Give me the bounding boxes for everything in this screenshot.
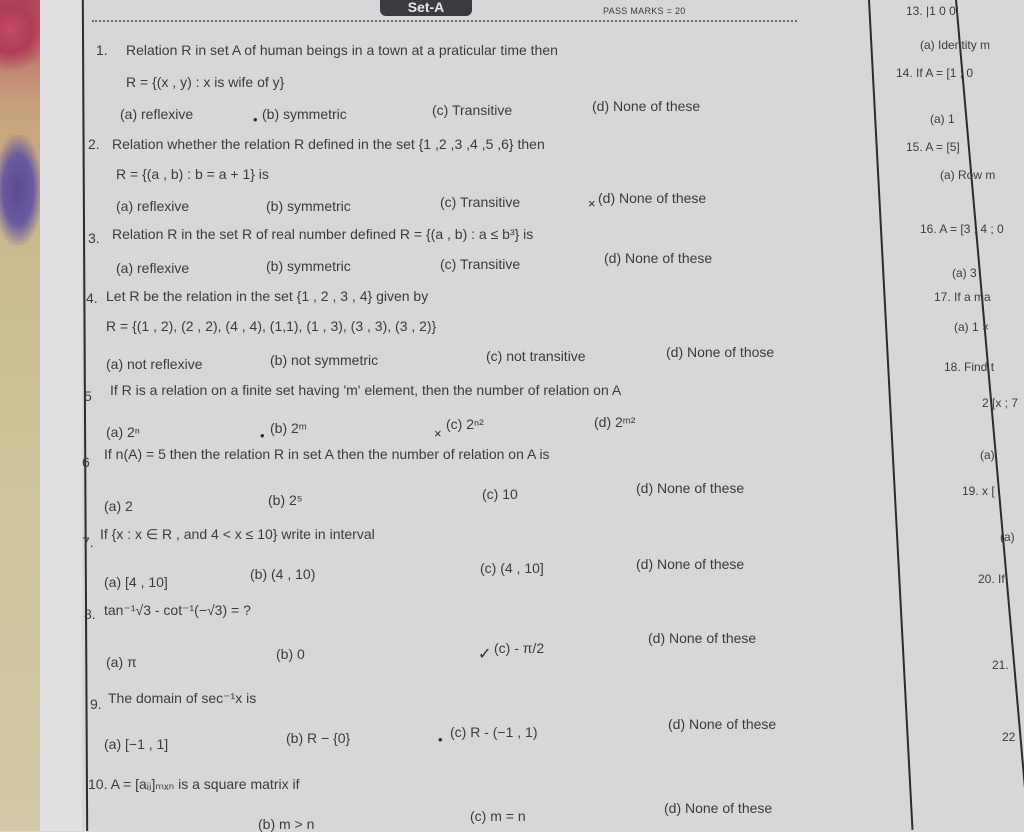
option-c[interactable]: (c) Transitive — [432, 102, 513, 118]
question-text: Relation whether the relation R defined in the set {1 ,2 ,3 ,4 ,5 ,6} then — [112, 136, 545, 152]
question-number: 6 — [82, 454, 90, 470]
pass-marks: PASS MARKS = 20 — [603, 6, 686, 16]
question-text: Relation R in set A of human beings in a town at a praticular time then — [126, 42, 558, 58]
option-c[interactable]: (c) m = n — [470, 808, 526, 824]
question-number: 3. — [88, 230, 100, 246]
option-b[interactable]: (b) symmetric — [266, 258, 351, 274]
right-item: 22 — [1002, 730, 1016, 744]
option-d[interactable]: (d) None of these — [664, 800, 773, 816]
question-line2: R = {(x , y) : x is wife of y} — [126, 74, 285, 90]
question-text: The domain of sec⁻¹x is — [108, 690, 257, 706]
pen-cross-mark: × — [588, 196, 596, 211]
right-item: 16. A = [3 ; 4 ; 0 — [920, 222, 1004, 236]
option-b[interactable]: (b) symmetric — [266, 198, 351, 214]
question-number: 4. — [86, 290, 98, 306]
option-d[interactable]: (d) None of these — [636, 480, 745, 496]
question-text: Relation R in the set R of real number defined R = {(a , b) : a ≤ b³} is — [112, 226, 534, 242]
option-d[interactable]: (d) None of those — [666, 344, 775, 360]
option-b[interactable]: (b) symmetric — [262, 106, 347, 122]
right-item: (a) — [1000, 530, 1015, 544]
option-b[interactable]: (b) 0 — [276, 646, 305, 662]
option-d[interactable]: (d) None of these — [598, 190, 707, 206]
option-a[interactable]: (a) 2ⁿ — [106, 424, 140, 440]
option-c[interactable]: (c) - π/2 — [494, 640, 545, 656]
question-number: 1. — [96, 42, 108, 58]
right-item: 20. If — [978, 572, 1005, 586]
question-text: If R is a relation on a finite set having 'm' element, then the number of relation on A — [110, 382, 622, 398]
option-b[interactable]: (b) R − {0} — [286, 730, 351, 746]
header-dotted-rule — [92, 20, 797, 22]
pen-dot-mark: • — [260, 428, 265, 443]
right-item: (a) 3 — [952, 266, 977, 280]
fabric-flower-purple — [0, 135, 42, 245]
question-text: Let R be the relation in the set {1 , 2 , 3 , 4} given by — [106, 288, 429, 304]
option-c[interactable]: (c) Transitive — [440, 194, 521, 210]
option-a[interactable]: (a) 2 — [104, 498, 133, 514]
right-item: (a) Identity m — [920, 38, 991, 52]
option-b[interactable]: (b) (4 , 10) — [250, 566, 316, 582]
option-b[interactable]: (b) 2ᵐ — [270, 420, 307, 436]
right-item: 17. If a ma — [934, 290, 991, 304]
option-d[interactable]: (d) None of these — [636, 556, 745, 572]
question-text: 10. A = [aᵢⱼ]ₘₓₙ is a square matrix if — [88, 776, 300, 792]
question-line2: R = {(1 , 2), (2 , 2), (4 , 4), (1,1), (1 , 3), (3 , 3), (3 , 2)} — [106, 318, 437, 334]
option-a[interactable]: (a) reflexive — [116, 198, 190, 214]
right-item: 21. — [992, 658, 1009, 672]
pen-dot-mark: • — [438, 732, 443, 747]
option-d[interactable]: (d) None of these — [592, 98, 701, 114]
question-number: 9. — [90, 696, 102, 712]
option-a[interactable]: (a) π — [106, 654, 137, 670]
question-number: 8. — [84, 606, 96, 622]
paper-edge-strip — [40, 0, 85, 831]
right-item: (a) 1 — [930, 112, 955, 126]
pen-cross-mark: × — [434, 426, 442, 441]
question-line2: R = {(a , b) : b = a + 1} is — [116, 166, 269, 182]
question-text: If {x : x ∈ R , and 4 < x ≤ 10} write in interval — [100, 526, 375, 542]
option-a[interactable]: (a) not reflexive — [106, 356, 203, 372]
right-item: 13. |1 0 0| — [906, 4, 959, 18]
option-b[interactable]: (b) m > n — [258, 816, 315, 832]
option-d[interactable]: (d) None of these — [604, 250, 713, 266]
option-c[interactable]: (c) (4 , 10] — [480, 560, 544, 576]
question-number: 7. — [82, 534, 94, 550]
right-item: (a) — [980, 448, 995, 462]
option-d[interactable]: (d) None of these — [668, 716, 777, 732]
right-item: 14. If A = [1 ; 0 — [896, 66, 974, 80]
right-item: 15. A = [5] — [906, 140, 960, 154]
option-a[interactable]: (a) reflexive — [120, 106, 194, 122]
set-label-badge: Set-A — [380, 0, 472, 16]
right-item: 18. Find t — [944, 360, 995, 374]
option-c[interactable]: (c) 10 — [482, 486, 518, 502]
option-d[interactable]: (d) 2ᵐ² — [594, 414, 636, 430]
right-item: 2 [x ; 7 — [982, 396, 1019, 410]
option-c[interactable]: (c) 2ⁿ² — [446, 416, 484, 432]
option-a[interactable]: (a) [4 , 10] — [104, 574, 168, 590]
right-item: (a) Row m — [940, 168, 996, 182]
right-item: (a) 1 × — [954, 320, 990, 334]
question-text: If n(A) = 5 then the relation R in set A then the number of relation on A is — [104, 446, 550, 462]
option-c[interactable]: (c) Transitive — [440, 256, 521, 272]
option-a[interactable]: (a) [−1 , 1] — [104, 736, 169, 752]
question-number: 5 — [84, 388, 92, 404]
option-c[interactable]: (c) R - (−1 , 1) — [450, 724, 538, 740]
option-d[interactable]: (d) None of these — [648, 630, 757, 646]
question-number: 2. — [88, 136, 100, 152]
pen-dot-mark: • — [253, 112, 258, 127]
option-b[interactable]: (b) 2⁵ — [268, 492, 303, 508]
option-c[interactable]: (c) not transitive — [486, 348, 586, 364]
right-item: 19. x [ — [962, 484, 995, 498]
option-b[interactable]: (b) not symmetric — [270, 352, 379, 368]
option-a[interactable]: (a) reflexive — [116, 260, 190, 276]
question-text: tan⁻¹√3 - cot⁻¹(−√3) = ? — [104, 602, 251, 618]
pen-tick-mark: ✓ — [478, 646, 492, 663]
